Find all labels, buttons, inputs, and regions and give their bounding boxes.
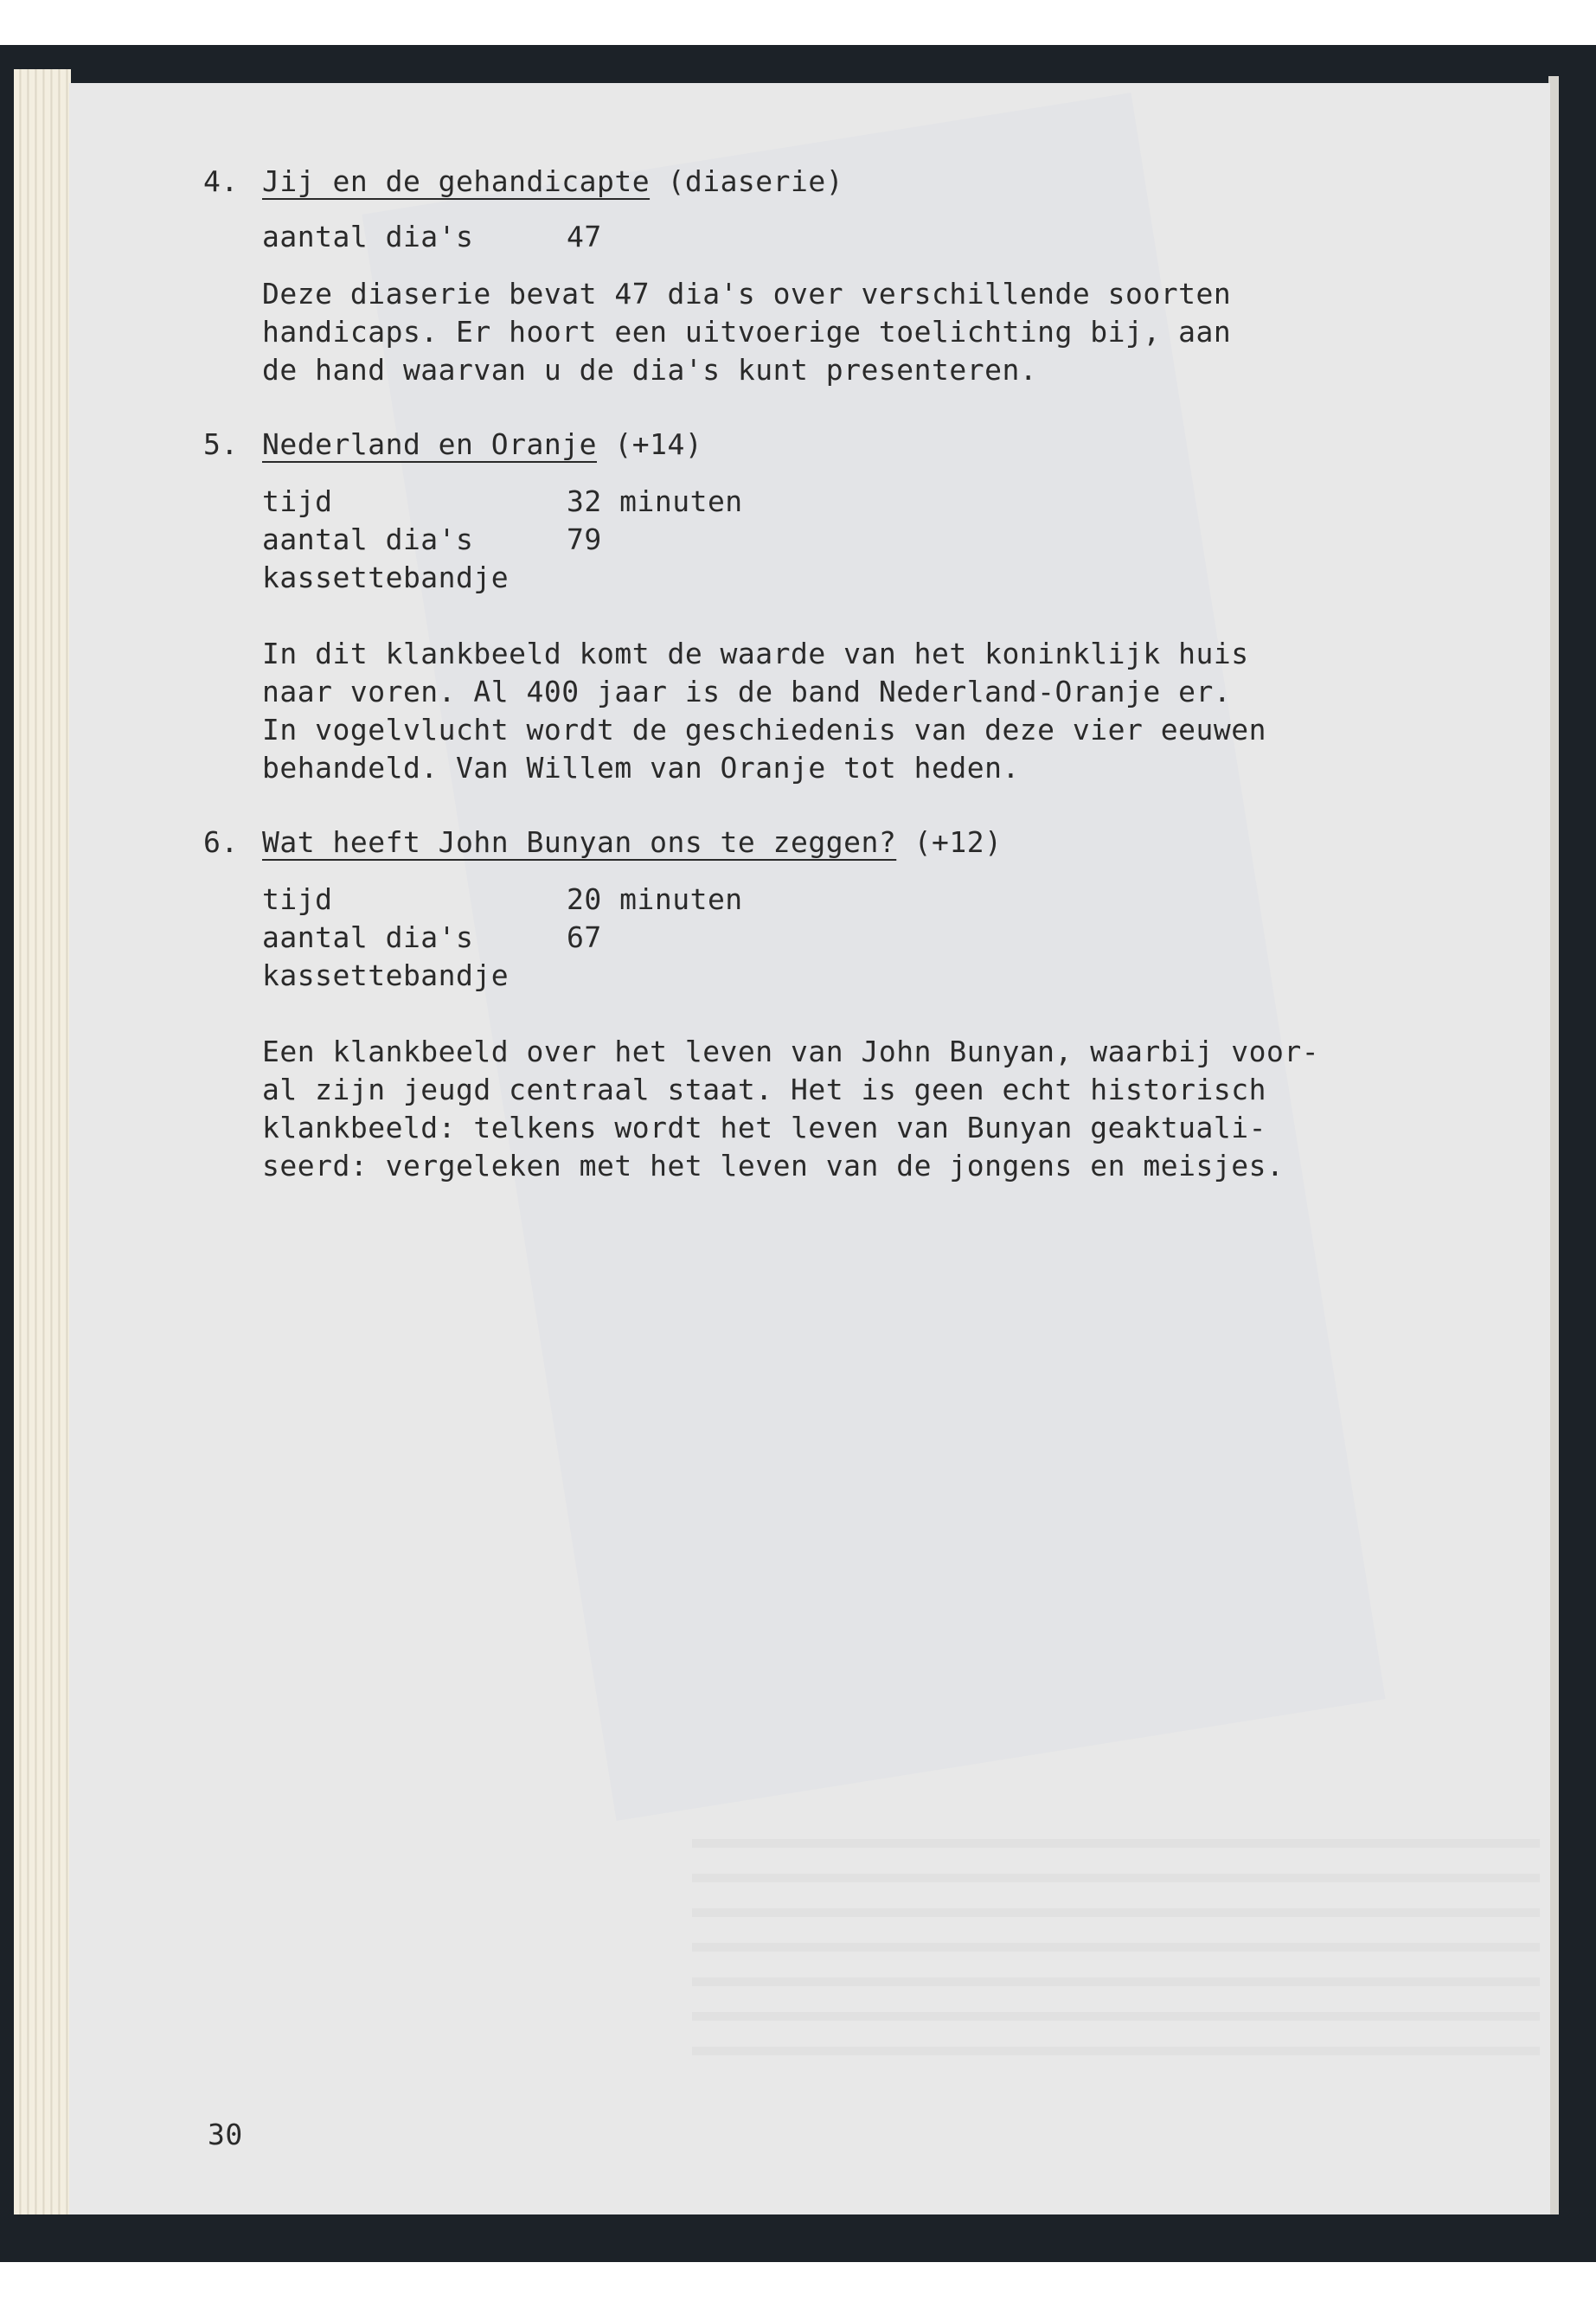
book-binding-bottom (0, 2214, 1596, 2262)
description-line: de hand waarvan u de dia's kunt presenteren. (262, 353, 1038, 387)
item-4-description (262, 275, 1473, 389)
description-line: naar voren. Al 400 jaar is de band Nederland-Oranje er. (262, 675, 1232, 708)
item-6-field-slides (262, 919, 602, 957)
item-5-heading (203, 426, 702, 464)
item-5-field-slides (262, 521, 602, 559)
item-number: 6. (203, 825, 239, 859)
description-line: klankbeeld: telkens wordt het leven van Bunyan geaktuali- (262, 1111, 1266, 1144)
item-title: Wat heeft John Bunyan ons te zeggen? (262, 825, 897, 859)
item-4-heading (203, 163, 843, 201)
description-line: behandeld. Van Willem van Oranje tot heden. (262, 751, 1020, 785)
item-5-description (262, 635, 1473, 787)
item-number: 4. (203, 164, 239, 198)
item-5-field-time (262, 483, 743, 521)
description-line: seerd: vergeleken met het leven van de jongens en meisjes. (262, 1149, 1285, 1183)
field-value: 79 (567, 522, 602, 556)
field-label: tijd (262, 484, 333, 518)
field-value: 20 minuten (567, 882, 743, 916)
field-value: 67 (567, 920, 602, 954)
field-value: 32 minuten (567, 484, 743, 518)
page-content (69, 83, 1550, 2214)
description-line: handicaps. Er hoort een uitvoerige toelichting bij, aan (262, 315, 1232, 349)
item-5-field-cassette (262, 559, 567, 597)
item-number: 5. (203, 427, 239, 461)
field-label: kassettebandje (262, 958, 510, 992)
item-6-field-time (262, 881, 743, 919)
description-line: In vogelvlucht wordt de geschiedenis van deze vier eeuwen (262, 713, 1266, 747)
scan-background-bottom (0, 2262, 1596, 2301)
item-6-description (262, 1033, 1473, 1185)
field-label: aantal dia's (262, 220, 474, 253)
field-value: 47 (567, 220, 602, 253)
document-page (69, 83, 1550, 2214)
item-title: Nederland en Oranje (262, 427, 597, 461)
field-label: kassettebandje (262, 561, 510, 594)
description-line: Deze diaserie bevat 47 dia's over verschillende soorten (262, 277, 1232, 311)
book-binding-top (0, 45, 1596, 83)
description-line: al zijn jeugd centraal staat. Het is geen echt historisch (262, 1073, 1266, 1106)
item-6-field-cassette (262, 957, 567, 995)
item-title: Jij en de gehandicapte (262, 164, 651, 198)
item-suffix: (+14) (597, 427, 703, 461)
field-label: aantal dia's (262, 522, 474, 556)
field-label: aantal dia's (262, 920, 474, 954)
item-6-heading (203, 824, 1002, 862)
page-number: 30 (208, 2118, 243, 2151)
scan-background-top (0, 0, 1596, 45)
page-stack-edges (14, 69, 71, 2214)
field-label: tijd (262, 882, 333, 916)
description-line: In dit klankbeeld komt de waarde van het koninklijk huis (262, 637, 1249, 670)
item-suffix: (+12) (896, 825, 1003, 859)
item-suffix: (diaserie) (650, 164, 844, 198)
description-line: Een klankbeeld over het leven van John Bunyan, waarbij voor- (262, 1035, 1320, 1068)
book-binding-left (0, 45, 14, 2262)
item-4-field (262, 218, 602, 256)
book-binding-right (1557, 45, 1596, 2262)
